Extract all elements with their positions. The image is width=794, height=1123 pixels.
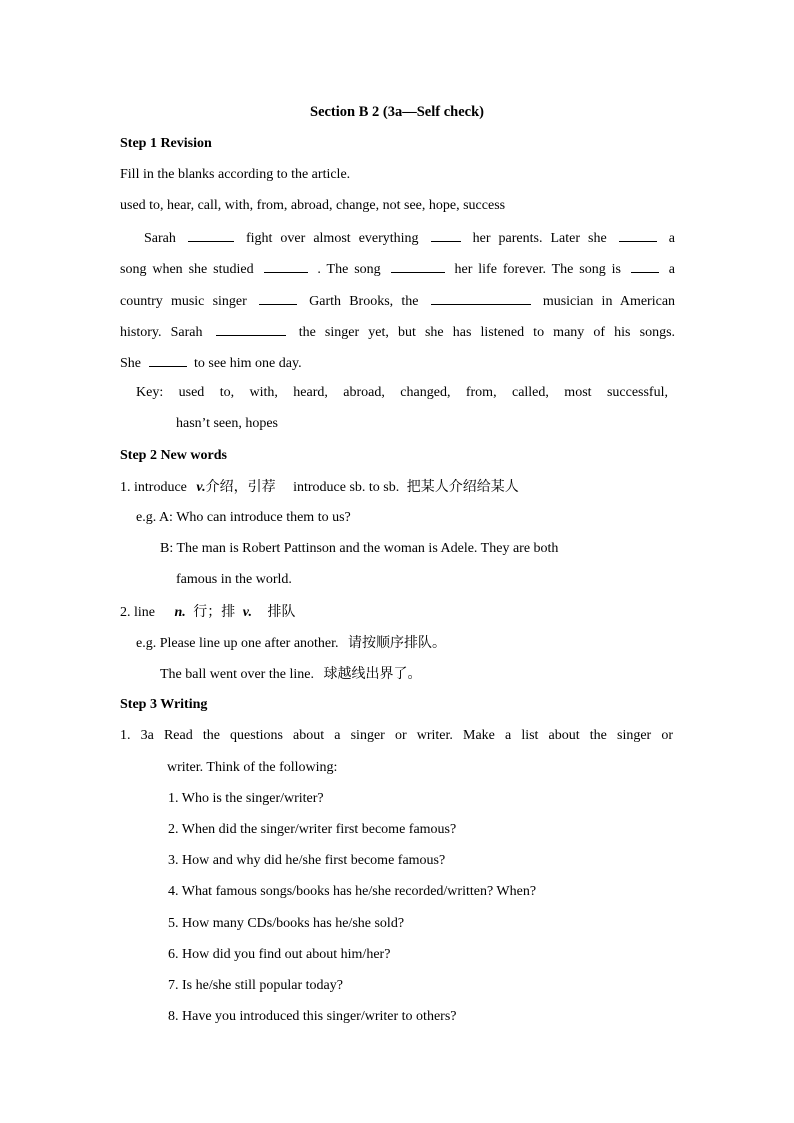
chinese-meaning: 介绍，引荐 [205, 479, 276, 495]
passage-line-4 [120, 321, 675, 343]
word-headword: 2. line [120, 605, 155, 620]
example-chinese: 请按顺序排队。 [348, 635, 447, 651]
passage-line-3 [120, 290, 675, 312]
passage-line-2 [120, 258, 675, 280]
blank-2 [431, 227, 461, 242]
example-line-2 [160, 664, 715, 685]
word-entry-line [120, 602, 675, 623]
blank-1 [188, 227, 234, 242]
question-item: 6. How did you find out about him/her? [168, 947, 391, 962]
part-of-speech: n. [174, 605, 186, 620]
blank-4 [264, 258, 308, 273]
question-item: 1. Who is the singer/writer? [168, 791, 324, 806]
part-of-speech: v. [196, 480, 206, 495]
passage-text: her parents. Later she [472, 231, 607, 246]
passage-text: musician in American [542, 294, 676, 309]
step1-instruction: Fill in the blanks according to the article. [120, 167, 351, 182]
passage-text: . The song [317, 262, 381, 277]
task-line-1: 1. 3a Read the questions about a singer or writer. Make a list about the singer or [120, 728, 673, 743]
part-of-speech: v. [242, 605, 252, 620]
passage-text: song when she studied [120, 262, 254, 277]
passage-text: her life forever. The song is [454, 262, 621, 277]
step2-heading: Step 2 New words [120, 448, 227, 463]
question-item: 7. Is he/she still popular today? [168, 978, 343, 993]
passage-text: Garth Brooks, the [309, 294, 419, 309]
blank-9 [216, 321, 286, 336]
chinese-meaning: 排队 [267, 604, 296, 620]
passage-line-1 [120, 227, 675, 249]
passage-text: to see him one day. [194, 356, 302, 371]
step1-heading: Step 1 Revision [120, 136, 212, 151]
example-chinese: 球越线出界了。 [323, 666, 422, 682]
example-line-1 [136, 633, 691, 654]
question-item: 8. Have you introduced this singer/writer to others? [168, 1009, 457, 1024]
word-bank: used to, hear, call, with, from, abroad, change, not see, hope, success [120, 198, 506, 213]
page-title: Section B 2 (3a—Self check) [310, 104, 484, 120]
blank-10 [149, 352, 187, 367]
question-item: 4. What famous songs/books has he/she recorded/written? When? [168, 884, 537, 899]
step3-heading: Step 3 Writing [120, 697, 208, 712]
answer-key-line-2: hasn’t seen, hopes [176, 416, 278, 431]
word-headword: 1. introduce [120, 480, 187, 495]
passage-text: She [120, 356, 141, 371]
passage-line-5 [120, 352, 675, 374]
passage-text: country music singer [120, 294, 247, 309]
blank-6 [631, 258, 659, 273]
passage-text: history. Sarah [120, 325, 203, 340]
question-item: 5. How many CDs/books has he/she sold? [168, 916, 405, 931]
question-item: 2. When did the singer/writer first become famous? [168, 822, 457, 837]
passage-text: a [668, 231, 675, 246]
blank-7 [259, 290, 297, 305]
question-item: 3. How and why did he/she first become famous? [168, 853, 446, 868]
word-entry-introduce [120, 477, 675, 498]
chinese-meaning: 行；排 [193, 604, 236, 620]
phrase-chinese-meaning: 把某人介绍给某人 [406, 479, 519, 495]
passage-text: Sarah [144, 231, 176, 246]
passage-text: the singer yet, but she has listened to many of his songs. [298, 325, 676, 340]
blank-8 [431, 290, 531, 305]
phrase: introduce sb. to sb. [293, 480, 400, 495]
answer-key-line-1: Key: used to, with, heard, abroad, changed, from, called, most successful, [136, 385, 668, 400]
passage-text: a [668, 262, 675, 277]
blank-5 [391, 258, 445, 273]
example-a: e.g. A: Who can introduce them to us? [136, 510, 351, 525]
task-line-2: writer. Think of the following: [167, 760, 338, 775]
example-text: The ball went over the line. [160, 667, 314, 682]
blank-3 [619, 227, 657, 242]
example-b-line-2: famous in the world. [176, 572, 292, 587]
example-b-line-1: B: The man is Robert Pattinson and the woman is Adele. They are both [160, 541, 559, 556]
example-text: e.g. Please line up one after another. [136, 636, 339, 651]
passage-text: fight over almost everything [245, 231, 419, 246]
